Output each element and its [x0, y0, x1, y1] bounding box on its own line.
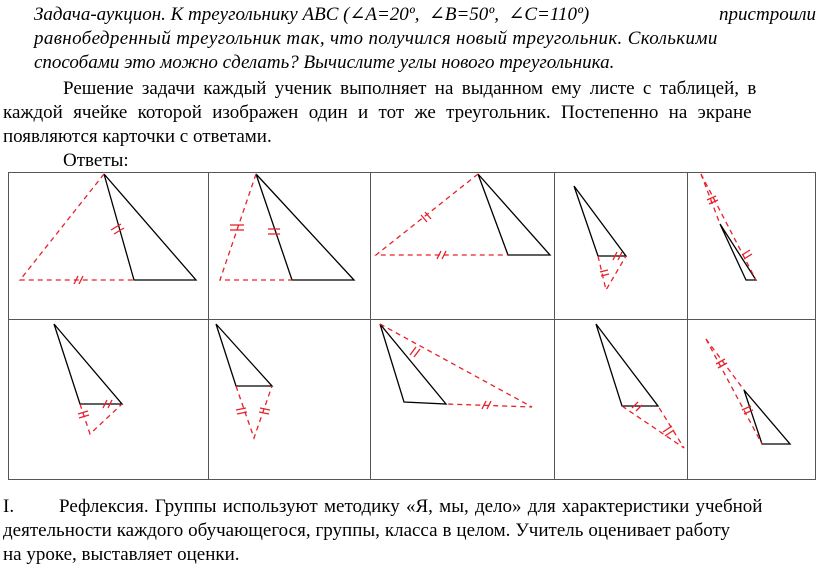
reflection-numeral: I.: [3, 496, 15, 517]
angle-icon: ∠: [428, 4, 445, 25]
solution-line-3: появляются карточки с ответами.: [3, 126, 272, 147]
reflection-line-1: [3, 496, 762, 518]
task-line-2: равнобедренный треугольник так, что получился новый треугольник. Сколькими: [34, 28, 718, 49]
triangle-figure-10: [706, 339, 790, 444]
triangle-figure-4: [574, 186, 626, 290]
triangle-figure-3: [376, 174, 550, 259]
triangle-drawings: [8, 172, 816, 480]
task-line-1: [34, 4, 816, 26]
angle-icon: ∠: [349, 4, 366, 25]
angle-icon: ∠: [508, 4, 525, 25]
task-line-1-left: Задача-аукцион. К треугольнику ABC (∠A=20º, ∠B=50º, ∠C=110º): [34, 4, 590, 25]
answers-label: Ответы:: [63, 150, 129, 171]
triangle-figure-9: [596, 324, 684, 448]
task-line-3: способами это можно сделать? Вычислите углы нового треугольника.: [34, 52, 615, 73]
triangle-figure-2: [220, 174, 354, 280]
solution-line-1: Решение задачи каждый ученик выполняет на выданном ему листе с таблицей, в: [63, 78, 757, 99]
reflection-line-3: на уроке, выставляет оценки.: [3, 544, 240, 565]
reflection-text-1: Рефлексия. Группы используют методику «Я, мы, дело» для характеристики учебной: [59, 496, 763, 517]
triangle-figure-1: [20, 174, 196, 284]
triangle-figure-7: [216, 324, 272, 438]
answers-table: [8, 172, 816, 480]
triangle-figure-6: [54, 324, 122, 434]
reflection-line-2: деятельности каждого обучающегося, группы, класса в целом. Учитель оценивает работу: [3, 520, 731, 541]
triangle-figure-8: [380, 324, 532, 409]
triangle-figure-5: [701, 174, 756, 280]
task-line-1-right: пристроили: [719, 4, 816, 25]
solution-line-2: каждой ячейке которой изображен один и тот же треугольник. Постепенно на экране: [3, 102, 752, 123]
